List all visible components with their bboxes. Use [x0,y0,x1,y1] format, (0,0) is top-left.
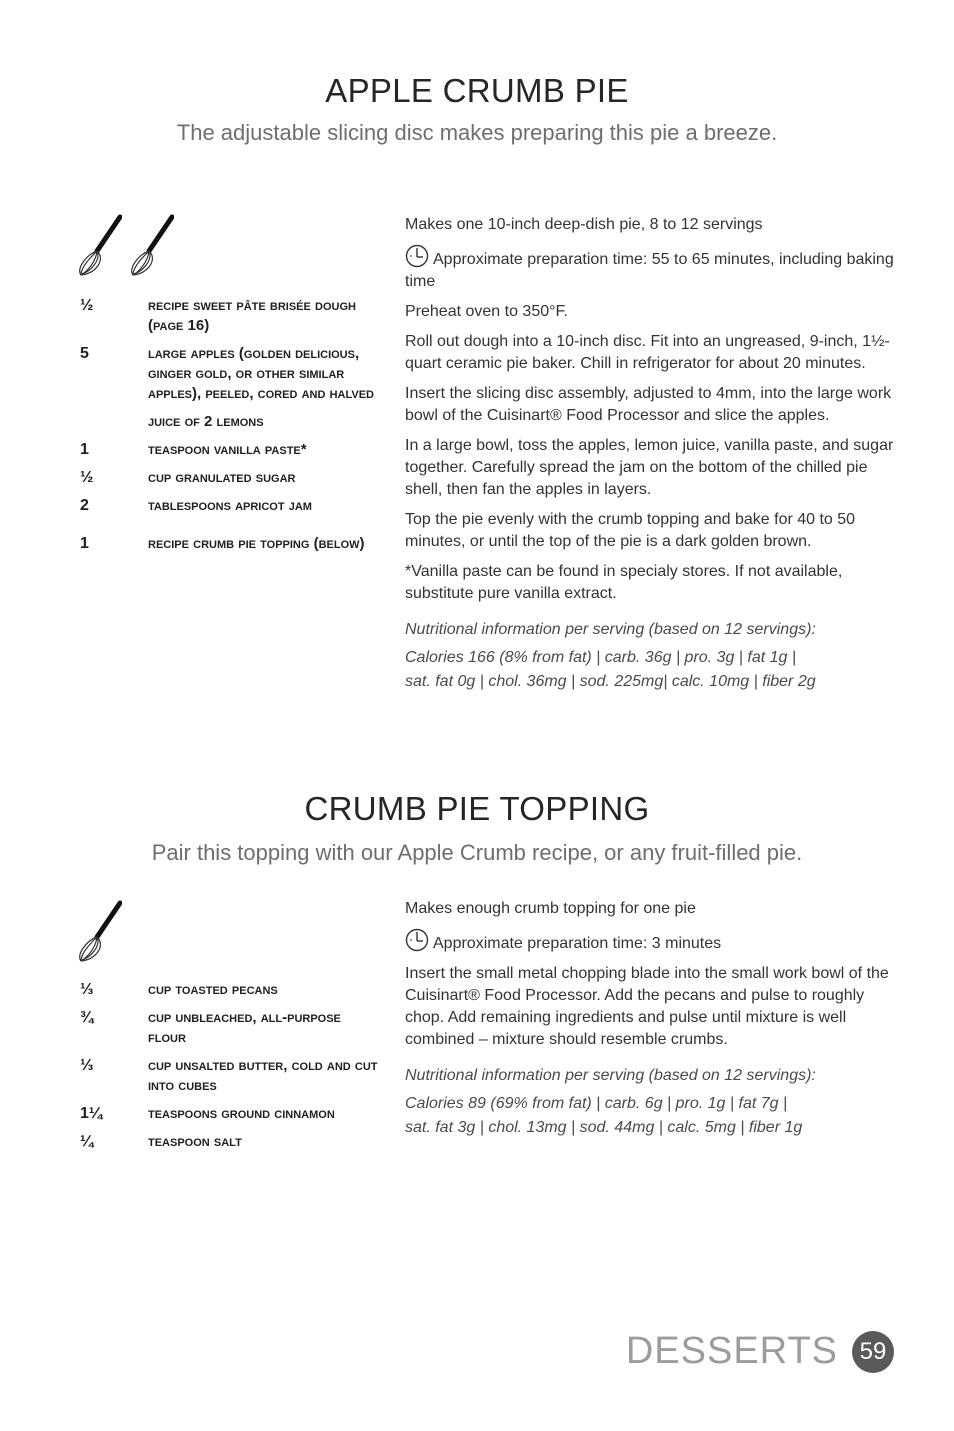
recipe-yield: Makes enough crumb topping for one pie [405,900,696,917]
recipe-title: APPLE CRUMB PIE [325,72,629,109]
section-name: DESSERTS [625,1330,838,1372]
prep-time [405,244,895,293]
ingredient-row [80,1008,380,1048]
ingredient-quantity: ⅓ [80,1057,94,1074]
page-footer [626,1330,894,1373]
ingredient-list [80,296,380,562]
ingredient-name: cup unsalted butter, cold and cut into cubes [148,1057,378,1094]
ingredient-row [80,980,380,1000]
difficulty-rating [76,900,124,969]
nutrition-heading: Nutritional information per serving (based on 12 servings): [405,1067,816,1084]
ingredient-quantity: 2 [80,497,89,514]
ingredient-quantity: ⅓ [80,981,94,998]
ingredient-quantity: 1 [80,441,89,458]
ingredient-name: tablespoons apricot jam [148,497,312,514]
recipe-subtitle: The adjustable slicing disc makes preparing this pie a breeze. [176,120,778,145]
ingredient-name: cup toasted pecans [148,981,278,998]
nutrition-line: sat. fat 0g | chol. 36mg | sod. 225mg| calc. 10mg | fiber 2g [405,673,816,690]
ingredient-name: large apples (golden delicious, ginger gold, or other similar apples), peeled, cored and halved [148,345,374,402]
ingredient-name: recipe sweet pâte brisée dough (page 16) [148,297,356,334]
nutrition-line: Calories 89 (69% from fat) | carb. 6g | pro. 1g | fat 7g | [405,1095,788,1112]
ingredient-row [80,344,380,404]
clock-icon [405,928,429,952]
ingredient-row [80,296,380,336]
clock-icon [405,244,429,268]
prep-time [405,928,895,955]
difficulty-rating [76,214,176,283]
method-step: Insert the small metal chopping blade into the small work bowl of the Cuisinart® Food Processor. Add the pecans and pulse to roughly chop. Add remaining ingredients and pulse until mixture is well combined – mixture should resemble crumbs. [405,965,889,1048]
nutrition-heading: Nutritional information per serving (based on 12 servings): [405,621,816,638]
recipe-subtitle: Pair this topping with our Apple Crumb recipe, or any fruit-filled pie. [151,840,803,865]
ingredient-row [80,496,380,516]
whisk-icon [76,214,122,278]
ingredient-quantity [80,412,148,432]
ingredient-name: recipe crumb pie topping (below) [148,535,365,552]
ingredient-name: teaspoon salt [148,1133,242,1150]
recipe-note: *Vanilla paste can be found in specialy stores. If not available, substitute pure vanilla extract. [405,563,843,602]
ingredient-name: juice of 2 lemons [148,413,264,430]
method-step: In a large bowl, toss the apples, lemon juice, vanilla paste, and sugar together. Carefully spread the jam on the bottom of the chilled pie shell, then fan the apples in layers. [405,437,894,498]
ingredient-row [80,468,380,488]
recipe-title: CRUMB PIE TOPPING [304,790,650,827]
nutrition-line: sat. fat 3g | chol. 13mg | sod. 44mg | calc. 5mg | fiber 1g [405,1119,803,1136]
ingredient-name: teaspoons ground cinnamon [148,1105,335,1122]
ingredient-row [80,1056,380,1096]
prep-time-text: Approximate preparation time: 3 minutes [433,935,722,952]
page-number: 59 [852,1331,894,1373]
ingredient-name: cup unbleached, all-purpose flour [148,1009,341,1046]
method-step: Top the pie evenly with the crumb topping and bake for 40 to 50 minutes, or until the top of the pie is a dark golden brown. [405,511,856,550]
ingredient-quantity: 1 [80,535,89,552]
ingredient-quantity: ¼ [80,1133,94,1150]
recipe-method [405,898,895,1139]
method-step: Preheat oven to 350°F. [405,303,568,320]
ingredient-quantity: ½ [80,469,94,486]
ingredient-row [80,440,380,460]
whisk-icon [76,900,122,964]
recipe-yield: Makes one 10-inch deep-dish pie, 8 to 12 servings [405,216,763,233]
ingredient-row [80,1132,380,1152]
ingredient-name: teaspoon vanilla paste* [148,441,307,458]
ingredient-quantity: ¾ [80,1009,94,1026]
ingredient-quantity: ½ [80,297,94,314]
ingredient-row [80,534,380,554]
prep-time-text: Approximate preparation time: 55 to 65 minutes, including baking time [405,251,894,290]
ingredient-row [80,1104,380,1124]
whisk-icon [128,214,174,278]
method-step: Roll out dough into a 10-inch disc. Fit into an ungreased, 9-inch, 1½-quart ceramic pie baker. Chill in refrigerator for about 20 minutes. [405,333,890,372]
ingredient-quantity: 5 [80,345,89,362]
recipe-method [405,214,895,693]
ingredient-row [80,412,380,432]
method-step: Insert the slicing disc assembly, adjusted to 4mm, into the large work bowl of the Cuisinart® Food Processor and slice the apples. [405,385,892,424]
nutrition-line: Calories 166 (8% from fat) | carb. 36g | pro. 3g | fat 1g | [405,649,797,666]
ingredient-quantity: 1¼ [80,1105,103,1122]
ingredient-list [80,980,380,1160]
ingredient-name: cup granulated sugar [148,469,296,486]
